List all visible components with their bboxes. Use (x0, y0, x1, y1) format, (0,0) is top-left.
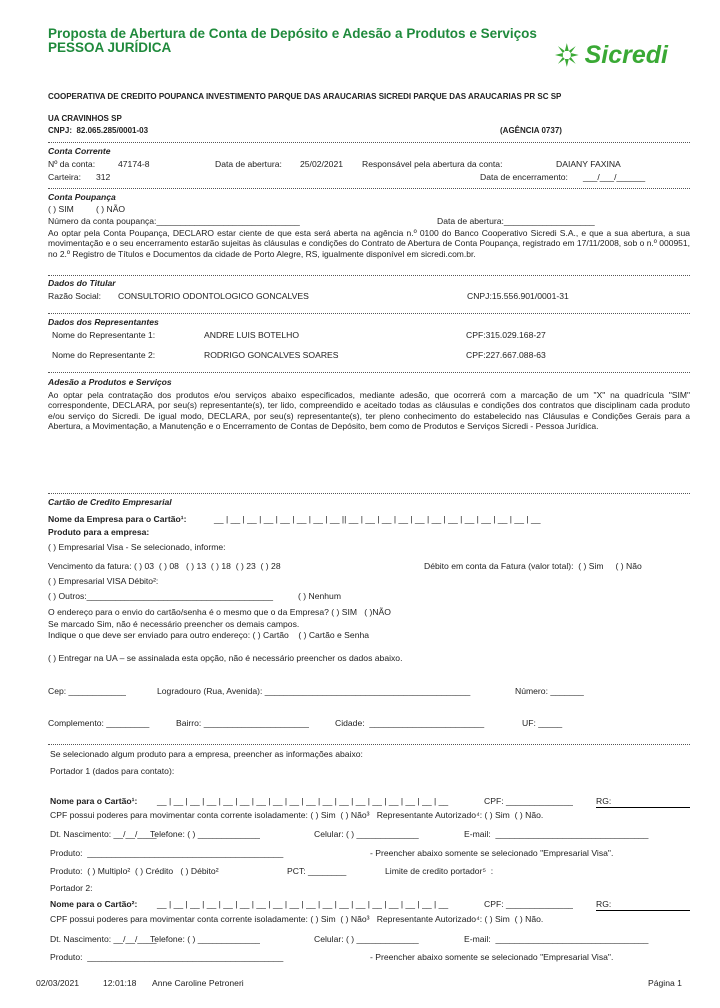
footer-date: 02/03/2021 (36, 978, 80, 988)
celular2-field[interactable]: Celular: ( ) _____________ (314, 934, 419, 944)
indique-options[interactable]: Indique o que deve ser enviado para outro endereço: ( ) Cartão ( ) Cartão e Senha (48, 630, 370, 640)
nome-empresa-label: Nome da Empresa para o Cartão¹: (48, 514, 187, 524)
logradouro-field[interactable]: Logradouro (Rua, Avenida): ___________________________________________ (157, 686, 471, 696)
section-cartao: Cartão de Credito Empresarial (48, 497, 172, 507)
nome-empresa-field[interactable]: __ | __ | __ | __ | __ | __ | __ | __ || __ | __ | __ | __ | __ | __ | __ | __ | __ | __ | __ | __ (214, 514, 541, 524)
email1-field[interactable]: E-mail: ________________________________ (464, 829, 649, 839)
sicredi-logo (553, 38, 668, 72)
nome-cartao2-field[interactable]: __ | __ | __ | __ | __ | __ | __ | __ | __ | __ | __ | __ | __ | __ | __ | __ | __ | __ (157, 899, 449, 909)
section-conta-corrente: Conta Corrente (48, 146, 111, 156)
portadores-intro: Se selecionado algum produto para a empresa, preencher as informações abaixo: (50, 749, 363, 759)
encerramento-field[interactable]: ___/___/______ (583, 172, 646, 182)
preencher1-note: - Preencher abaixo somente se selecionado "Empresarial Visa". (370, 848, 614, 858)
sicredi-logo-icon (553, 41, 581, 69)
rep2-cpf: CPF:227.667.088-63 (466, 350, 546, 360)
divider (48, 744, 690, 745)
razao-label: Razão Social: (48, 291, 102, 301)
poderes1-options[interactable]: CPF possui poderes para movimentar conta corrente isoladamente: ( ) Sim ( ) Não³ Representante Autorizado⁴: ( ) Sim ( ) Não. (50, 810, 544, 820)
divider (48, 493, 690, 494)
cooperative-name: COOPERATIVA DE CREDITO POUPANCA INVESTIMENTO PARQUE DAS ARAUCARIAS SICREDI PARQUE DAS ARAUCARIAS PR SC SP (48, 92, 562, 101)
nome-cartao2-label: Nome para o Cartão²: (50, 899, 138, 909)
bairro-field[interactable]: Bairro: ______________________ (176, 718, 309, 728)
section-titular: Dados do Titular (48, 278, 116, 288)
abertura-date: 25/02/2021 (300, 159, 344, 169)
cpf2-field[interactable]: CPF: ______________ (484, 899, 573, 909)
poderes2-options[interactable]: CPF possui poderes para movimentar conta corrente isoladamente: ( ) Sim ( ) Não³ Representante Autorizado⁴: ( ) Sim ( ) Não. (50, 914, 544, 924)
section-representantes: Dados dos Representantes (48, 317, 159, 327)
poupanca-declaration: Ao optar pela Conta Poupança, DECLARO estar ciente de que esta será aberta na agência n.º 0100 do Banco Cooperativo Sicredi S.A., e que a sua abertura, a sua movimentação e o seu encerramento estarão sujeitas às cláusulas e condições do Contrato de Abertura de Conta Poupança, registrado em 17/11/2008, sob o n.º 000951, no 2.º Registro de Títulos e Documentos da cidade de Porto Alegre, RS, igualmente disponível em sicredi.com.br. (48, 228, 690, 259)
section-adesao: Adesão a Produtos e Serviços (48, 377, 172, 387)
rep2-name: RODRIGO GONCALVES SOARES (204, 350, 339, 360)
footer-time: 12:01:18 (103, 978, 137, 988)
document-subtitle: PESSOA JURÍDICA (48, 40, 172, 55)
nome-cartao1-label: Nome para o Cartão¹: (50, 796, 138, 806)
rg1-field[interactable]: RG: (596, 796, 690, 808)
coop-cnpj: CNPJ: 82.065.285/0001-03 (48, 126, 149, 135)
poupanca-sim-checkbox[interactable]: ( ) SIM (48, 204, 74, 214)
rep1-cpf: CPF:315.029.168-27 (466, 330, 546, 340)
empresarial-visa-checkbox[interactable]: ( ) Empresarial Visa - Se selecionado, informe: (48, 542, 226, 552)
divider (48, 275, 690, 276)
poupanca-nao-checkbox[interactable]: ( ) NÃO (96, 204, 126, 214)
visa-debito-checkbox[interactable]: ( ) Empresarial VISA Débito²: (48, 576, 159, 586)
logo-text: Sicredi (584, 40, 668, 69)
poupanca-abertura-field[interactable]: Data de abertura:___________________ (437, 216, 595, 226)
telefone2-field[interactable]: Telefone: ( ) _____________ (150, 934, 260, 944)
responsavel: DAIANY FAXINA (556, 159, 621, 169)
divider (48, 142, 690, 143)
ua-name: UA CRAVINHOS SP (48, 114, 122, 123)
limite1-label: Limite de credito portador⁵ : (385, 866, 494, 876)
pct1-field[interactable]: PCT: ________ (287, 866, 347, 876)
divider (48, 188, 690, 189)
debito-fatura-options[interactable]: Débito em conta da Fatura (valor total): ( ) Sim ( ) Não (424, 561, 642, 571)
nome-cartao1-field[interactable]: __ | __ | __ | __ | __ | __ | __ | __ | __ | __ | __ | __ | __ | __ | __ | __ | __ | __ (157, 796, 449, 806)
conta-num: 47174-8 (118, 159, 150, 169)
razao-social: CONSULTORIO ODONTOLOGICO GONCALVES (118, 291, 309, 301)
adesao-declaration: Ao optar pela contratação dos produtos e/ou serviços abaixo especificados, mediante adesão, que ocorrerá com a marcação de um "X" na quadrícula "SIM" correspondente, DECLARA, por seu(s) representante(s), ter lido, compreendido e aceitado todas as cláusulas e condições dos contratos que disciplinam cada produto e/ou serviço do Sicredi. De igual modo, DECLARA, por seu(s) representante(s), ter pleno conhecimento do estabelecido nas Cláusulas e Condições Gerais para a Abertura, a Movimentação, a Manutenção e o Encerramento de Contas de Depósito, bem como de Produtos e Serviços Sicredi - Pessoa Jurídica. (48, 390, 690, 431)
produto1-options[interactable]: Produto: ( ) Multiplo² ( ) Crédito ( ) Débito² (50, 866, 219, 876)
portador2-label: Portador 2: (50, 883, 93, 893)
endereco-question[interactable]: O endereço para o envio do cartão/senha é o mesmo que o da Empresa? ( ) SIM ( )NÃO (48, 607, 391, 617)
agencia: (AGÊNCIA 0737) (500, 126, 562, 135)
encerramento-label: Data de encerramento: (480, 172, 568, 182)
cep-field[interactable]: Cep: ____________ (48, 686, 126, 696)
conta-num-label: Nº da conta: (48, 159, 96, 169)
abertura-label: Data de abertura: (215, 159, 282, 169)
email2-field[interactable]: E-mail: ________________________________ (464, 934, 649, 944)
se-marcado-note: Se marcado Sim, não é necessário preencher os demais campos. (48, 619, 300, 629)
portador1-label: Portador 1 (dados para contato): (50, 766, 175, 776)
document-title: Proposta de Abertura de Conta de Depósito e Adesão a Produtos e Serviços (48, 26, 537, 41)
produto1-field[interactable]: Produto: _________________________________________ (50, 848, 284, 858)
titular-cnpj: CNPJ:15.556.901/0001-31 (467, 291, 569, 301)
complemento-field[interactable]: Complemento: _________ (48, 718, 150, 728)
rep2-label: Nome do Representante 2: (52, 350, 156, 360)
cpf1-field[interactable]: CPF: ______________ (484, 796, 573, 806)
nasc1-field[interactable]: Dt. Nascimento: __/__/____ (50, 829, 157, 839)
page-number: Página 1 (648, 978, 682, 988)
uf-field[interactable]: UF: _____ (522, 718, 563, 728)
divider (48, 372, 690, 373)
produto2-field[interactable]: Produto: _________________________________________ (50, 952, 284, 962)
carteira-label: Carteira: (48, 172, 81, 182)
rg2-field[interactable]: RG: (596, 899, 690, 911)
vencimento-options[interactable]: Vencimento da fatura: ( ) 03 ( ) 08 ( ) 13 ( ) 18 ( ) 23 ( ) 28 (48, 561, 281, 571)
responsavel-label: Responsável pela abertura da conta: (362, 159, 503, 169)
footer-user: Anne Caroline Petroneri (152, 978, 244, 988)
section-poupanca: Conta Poupança (48, 192, 116, 202)
nenhum-checkbox[interactable]: ( ) Nenhum (298, 591, 341, 601)
entregar-ua-checkbox[interactable]: ( ) Entregar na UA – se assinalada esta opção, não é necessário preencher os dados abaixo. (48, 653, 403, 663)
celular1-field[interactable]: Celular: ( ) _____________ (314, 829, 419, 839)
divider (48, 313, 690, 314)
carteira: 312 (96, 172, 111, 182)
preencher2-note: - Preencher abaixo somente se selecionado "Empresarial Visa". (370, 952, 614, 962)
rep1-name: ANDRE LUIS BOTELHO (204, 330, 300, 340)
telefone1-field[interactable]: Telefone: ( ) _____________ (150, 829, 260, 839)
rep1-label: Nome do Representante 1: (52, 330, 156, 340)
numero-field[interactable]: Número: _______ (515, 686, 584, 696)
cidade-field[interactable]: Cidade: ________________________ (335, 718, 485, 728)
poupanca-numero-field[interactable]: Número da conta poupança:______________________________ (48, 216, 300, 226)
nasc2-field[interactable]: Dt. Nascimento: __/__/____ (50, 934, 157, 944)
produto-empresa-label: Produto para a empresa: (48, 527, 150, 537)
outros-field[interactable]: ( ) Outros:_______________________________________ (48, 591, 274, 601)
